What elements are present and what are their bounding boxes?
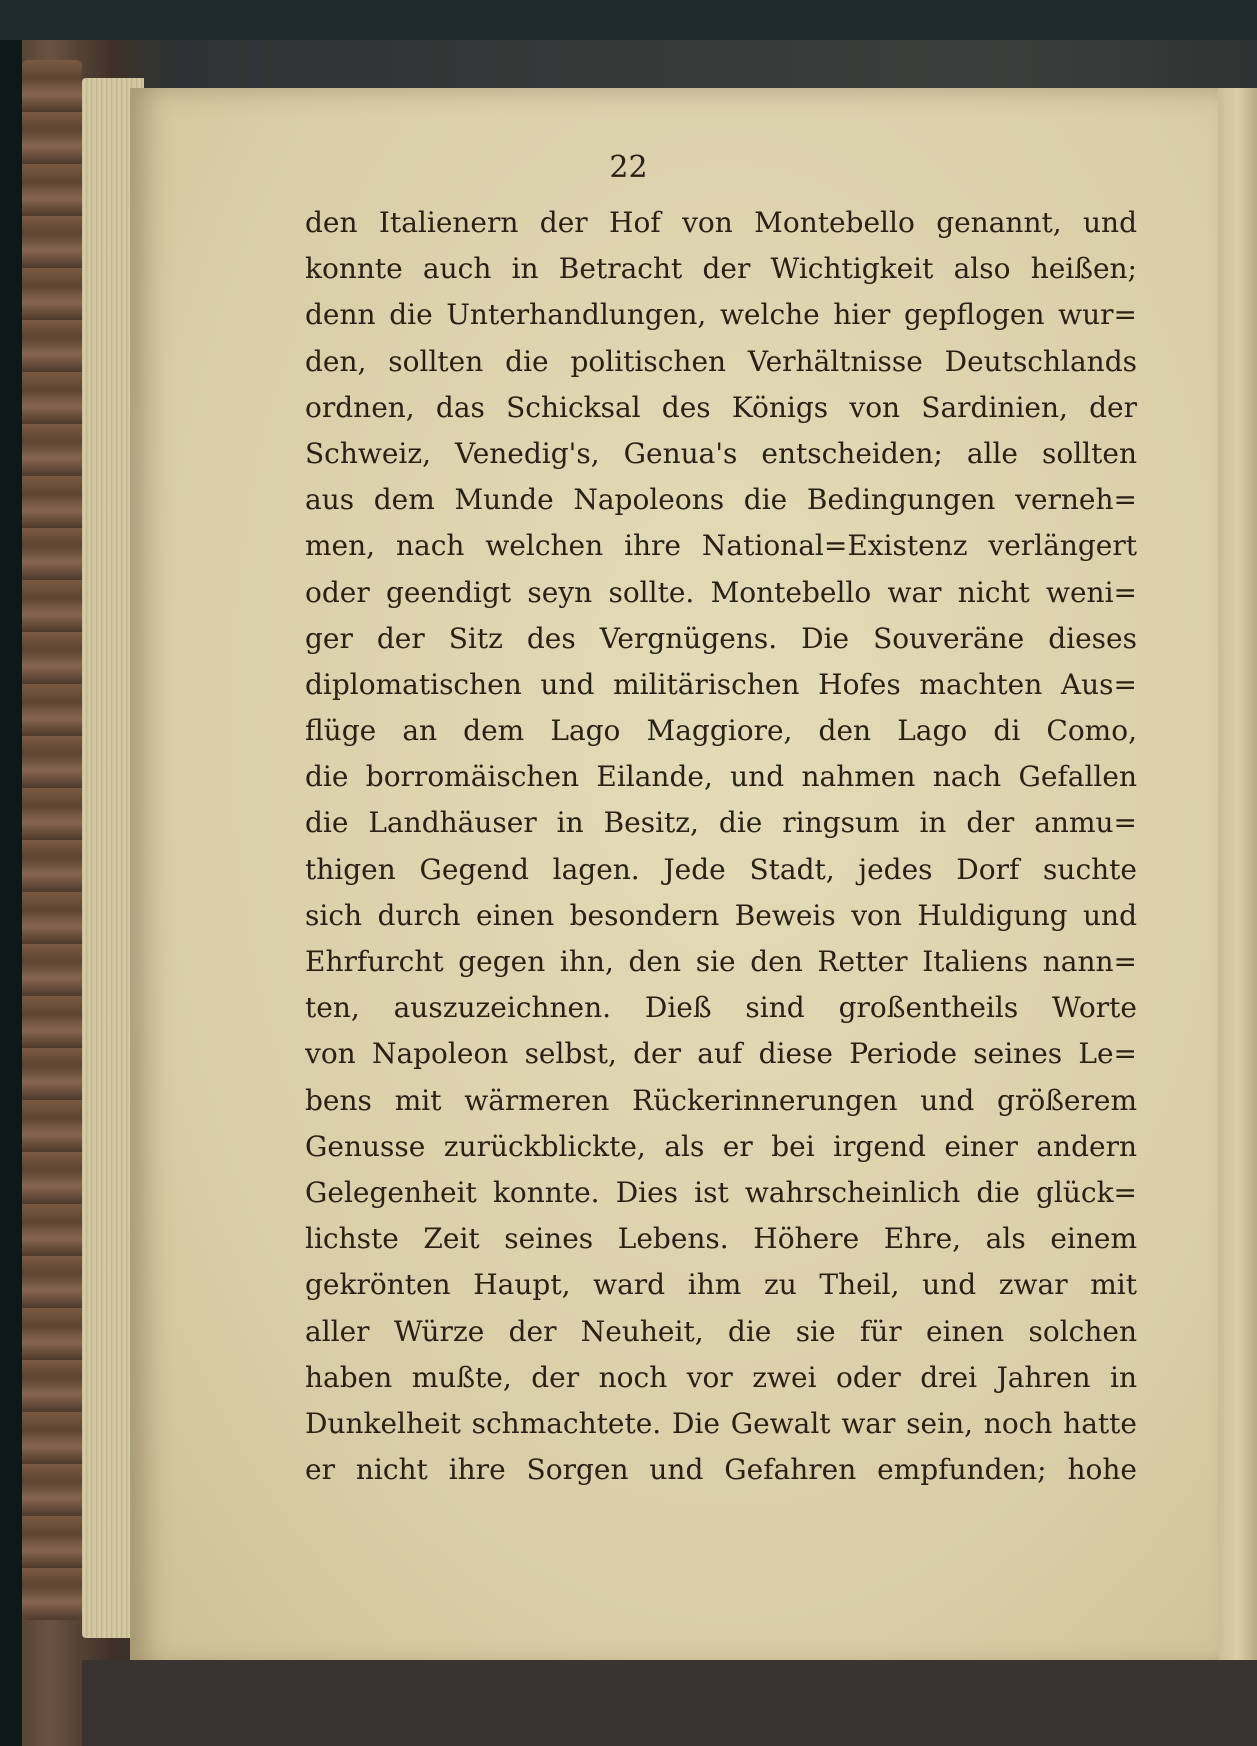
text-line: Ehrfurcht gegen ihn, den sie den Retter Italiens nann= xyxy=(305,945,1137,978)
text-line: sich durch einen besondern Beweis von Huldigung und xyxy=(305,898,1137,932)
text-line: flüge an dem Lago Maggiore, den Lago di Como, xyxy=(305,714,1137,748)
text-line: haben mußte, der noch vor zwei oder drei Jahren in xyxy=(305,1360,1137,1394)
text-line: er nicht ihre Sorgen und Gefahren empfunden; hohe xyxy=(305,1453,1137,1487)
text-line: thigen Gegend lagen. Jede Stadt, jedes Dorf suchte xyxy=(305,852,1137,886)
text-line: den, sollten die politischen Verhältnisse Deutschlands xyxy=(305,344,1137,378)
text-line: ordnen, das Schicksal des Königs von Sardinien, der xyxy=(305,390,1137,424)
text-line: ten, auszuzeichnen. Dieß sind großentheils Worte xyxy=(305,991,1137,1025)
text-line: den Italienern der Hof von Montebello genannt, und xyxy=(305,206,1137,239)
text-line: Gelegenheit konnte. Dies ist wahrscheinlich die glück= xyxy=(305,1175,1137,1209)
text-line: Schweiz, Venedig's, Genua's entscheiden; alle sollten xyxy=(305,436,1137,470)
facing-page-edge xyxy=(1218,88,1257,1668)
text-line: men, nach welchen ihre National=Existenz verlängert xyxy=(305,529,1137,563)
text-line: Dunkelheit schmachtete. Die Gewalt war sein, noch hatte xyxy=(305,1406,1137,1440)
cover-bottom xyxy=(82,1660,1257,1746)
leather-binding xyxy=(22,60,82,1620)
text-line: die borromäischen Eilande, und nahmen nach Gefallen xyxy=(305,760,1137,794)
text-line: denn die Unterhandlungen, welche hier gepflogen wur= xyxy=(305,298,1137,332)
text-line: aus dem Munde Napoleons die Bedingungen verneh= xyxy=(305,483,1137,517)
text-line: bens mit wärmeren Rückerinnerungen und größerem xyxy=(305,1083,1137,1117)
body-text xyxy=(305,200,1137,1493)
text-line: die Landhäuser in Besitz, die ringsum in der anmu= xyxy=(305,806,1137,840)
page-number: 22 xyxy=(609,150,648,185)
text-line: Genusse zurückblickte, als er bei irgend einer andern xyxy=(305,1129,1137,1163)
text-line: von Napoleon selbst, der auf diese Periode seines Le= xyxy=(305,1037,1137,1071)
text-line: aller Würze der Neuheit, die sie für einen solchen xyxy=(305,1314,1137,1348)
text-line: gekrönten Haupt, ward ihm zu Theil, und zwar mit xyxy=(305,1268,1137,1302)
background-edge xyxy=(0,40,22,1746)
text-line: oder geendigt seyn sollte. Montebello war nicht weni= xyxy=(305,575,1137,609)
text-line: lichste Zeit seines Lebens. Höhere Ehre, als einem xyxy=(305,1222,1137,1256)
text-line: ger der Sitz des Vergnügens. Die Souveräne dieses xyxy=(305,621,1137,655)
text-line: konnte auch in Betracht der Wichtigkeit also heißen; xyxy=(305,252,1137,286)
text-line: diplomatischen und militärischen Hofes machten Aus= xyxy=(305,667,1137,701)
